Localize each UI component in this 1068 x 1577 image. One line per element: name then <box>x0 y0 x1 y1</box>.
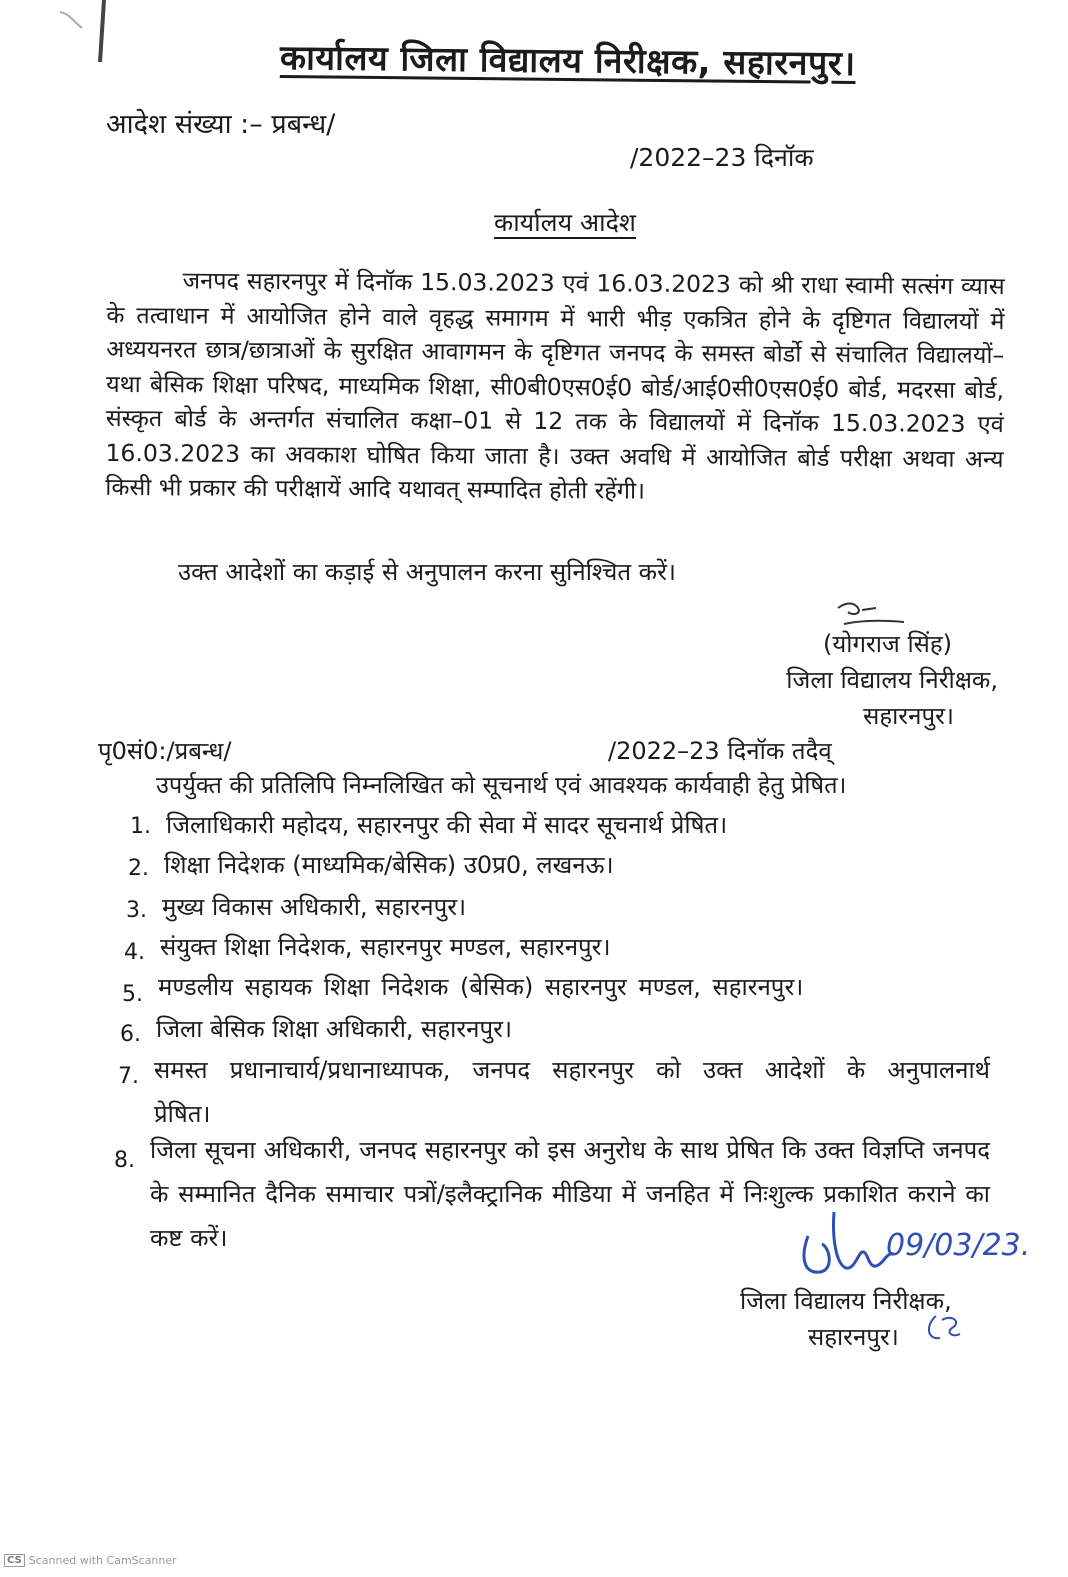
list-item: शिक्षा निदेशक (माध्यमिक/बेसिक) उ0प्र0, लखनऊ। <box>164 851 614 879</box>
order-body-paragraph <box>105 263 1005 511</box>
order-heading: कार्यालय आदेश <box>494 208 636 237</box>
order-body-text: जनपद सहारनपुर में दिनॉक 15.03.2023 एवं 16.03.2023 को श्री राधा स्वामी सत्संग व्यास के तत्वाधान में आयोजित होने वाले वृहद्ध समागम में भारी भीड़ एकत्रित होने के दृष्टिगत विद्यालयों में अध्ययनरत छात्र/छात्राओं के सुरक्षित आवागमन के दृष्टिगत जनपद के समस्त बोर्डो से संचालित विद्यालयों– यथा बेसिक शिक्षा परिषद, माध्यमिक शिक्षा, सी0बी0एस0ई0 बोर्ड/आई0सी0एस0ई0 बोर्ड, मदरसा बोर्ड, संस्कृत बोर्ड के अन्तर्गत संचालित कक्षा–01 से 12 तक के विद्यालयों में दिनॉक 15.03.2023 एवं 16.03.2023 का अवकाश घोषित किया जाता है। उक्त अवधि में आयोजित बोर्ड परीक्षा अथवा अन्य किसी भी प्रकार की परीक्षायें आदि यथावत् सम्पादित होती रहेंगी। <box>105 266 1005 505</box>
list-item: समस्त प्रधानाचार्य/प्रधानाध्यापक, जनपद सहारनपुर को उक्त आदेशों के अनुपालनार्थ प्रेषित। <box>154 1056 990 1128</box>
scanner-watermark <box>4 1554 177 1567</box>
list-item-number: 7. <box>118 1064 139 1089</box>
signatory-name: (योगराज सिंह) <box>822 630 952 658</box>
list-item: जिला सूचना अधिकारी, जनपद सहारनपुर को इस अनुरोध के साथ प्रेषित कि उक्त विज्ञप्ति जनपद के सम्मानित दैनिक समाचार पत्रों/इलैक्ट्रानिक मीडिया में जनहित में निःशुल्क प्रकाशित कराने का कष्ट करें। <box>150 1136 990 1252</box>
order-number-label: आदेश संख्या :– प्रबन्ध/ <box>106 109 336 140</box>
list-item-number: 2. <box>128 856 149 881</box>
list-item: मण्डलीय सहायक शिक्षा निदेशक (बेसिक) सहारनपुर मण्डल, सहारनपुर। <box>158 973 804 1001</box>
handwritten-date: 09/03/23. <box>886 1228 1031 1263</box>
signatory-designation-2: जिला विद्यालय निरीक्षक, <box>740 1287 952 1315</box>
list-item-number: 8. <box>114 1148 135 1173</box>
list-item-number: 1. <box>130 814 151 839</box>
list-item: संयुक्त शिक्षा निदेशक, सहारनपुर मण्डल, सहारनपुर। <box>160 933 611 961</box>
order-year-date: /2022–23 दिनॉक <box>630 143 814 172</box>
signatory-place: सहारनपुर। <box>863 702 954 730</box>
list-item: जिला बेसिक शिक्षा अधिकारी, सहारनपुर। <box>156 1015 513 1043</box>
initials-scribble-2 <box>922 1310 966 1346</box>
list-item-number: 4. <box>124 940 145 965</box>
scanner-logo-badge: CS <box>4 1554 25 1567</box>
scanner-text: Scanned with CamScanner <box>28 1554 177 1567</box>
signatory-place-2: सहारनपुर। <box>808 1323 899 1351</box>
copy-ref-label: पृ0सं0:/प्रबन्ध/ <box>98 737 232 765</box>
copy-intro: उपर्युक्त की प्रतिलिपि निम्नलिखित को सूचनार्थ एवं आवश्यक कार्यवाही हेतु प्रेषित। <box>156 771 847 799</box>
list-item-number: 3. <box>126 898 147 923</box>
list-item-number: 6. <box>120 1022 141 1047</box>
compliance-line: उक्त आदेशों का कड़ाई से अनुपालन करना सुनिश्चित करें। <box>178 558 676 586</box>
list-item-number: 5. <box>122 982 143 1007</box>
initials-scribble <box>832 598 912 628</box>
handwritten-signature <box>790 1208 900 1288</box>
staple-mark <box>60 0 120 70</box>
signature-block-1 <box>786 626 998 734</box>
signatory-designation: जिला विद्यालय निरीक्षक, <box>786 666 998 694</box>
list-item: जिलाधिकारी महोदय, सहारनपुर की सेवा में सादर सूचनार्थ प्रेषित। <box>166 811 728 839</box>
copy-ref-year-date: /2022–23 दिनॉक तदैव् <box>608 737 832 765</box>
office-title: कार्यालय जिला विद्यालय निरीक्षक, सहारनपुर। <box>279 37 856 85</box>
list-item: मुख्य विकास अधिकारी, सहारनपुर। <box>162 893 467 921</box>
